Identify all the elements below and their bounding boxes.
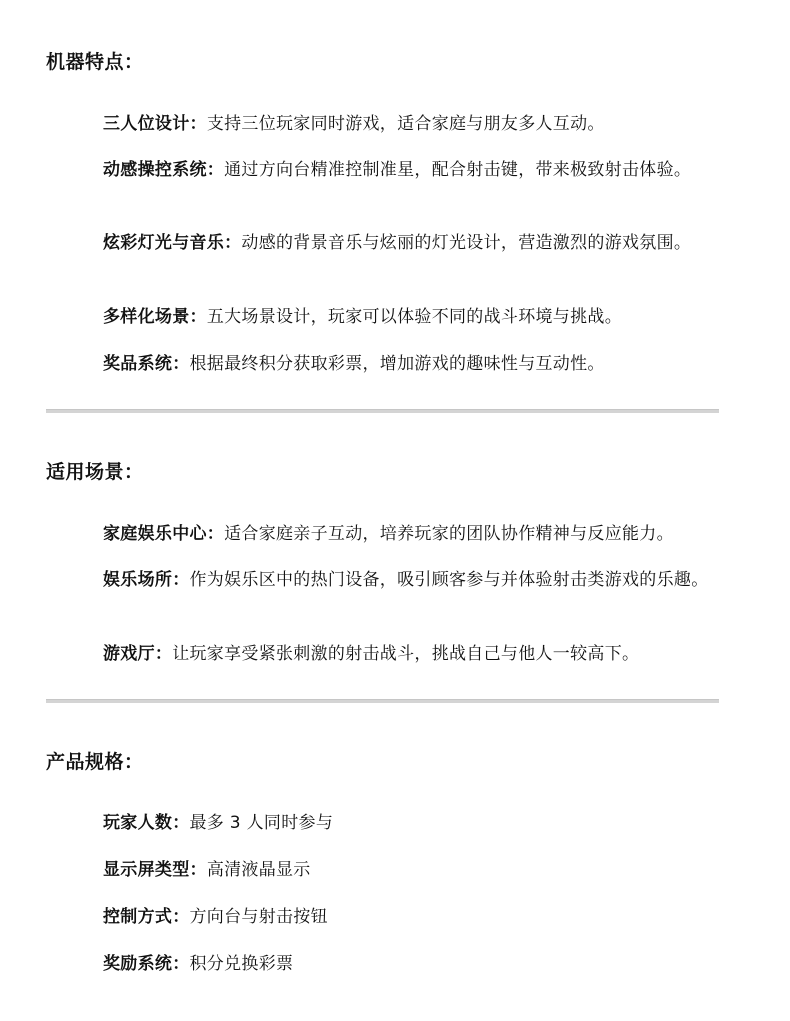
feature-item	[103, 158, 723, 183]
spec-label: 玩家人数：	[103, 813, 190, 833]
feature-label: 奖品系统：	[103, 354, 190, 374]
feature-item	[103, 231, 723, 256]
spec-value: 方向台与射击按钮	[189, 907, 328, 927]
feature-text: 动感的背景音乐与炫丽的灯光设计，营造激烈的游戏氛围。	[241, 233, 692, 253]
section-title-features: 机器特点：	[46, 51, 144, 73]
spec-label: 奖励系统：	[103, 954, 190, 974]
section-title-specs: 产品规格：	[46, 751, 144, 773]
spec-item	[103, 858, 723, 883]
spec-item	[103, 952, 723, 977]
scenario-text: 让玩家享受紧张刺激的射击战斗，挑战自己与他人一较高下。	[172, 644, 640, 664]
feature-item	[103, 305, 723, 330]
spec-label: 显示屏类型：	[103, 860, 207, 880]
spec-label: 控制方式：	[103, 907, 190, 927]
scenario-item	[103, 568, 723, 593]
scenario-label: 游戏厅：	[103, 644, 173, 664]
scenario-text: 适合家庭亲子互动，培养玩家的团队协作精神与反应能力。	[224, 524, 674, 544]
feature-label: 多样化场景：	[103, 307, 207, 327]
feature-text: 通过方向台精准控制准星，配合射击键，带来极致射击体验。	[224, 160, 692, 180]
feature-label: 动感操控系统：	[103, 160, 225, 180]
feature-text: 根据最终积分获取彩票，增加游戏的趣味性与互动性。	[189, 354, 605, 374]
spec-value: 高清液晶显示	[206, 860, 311, 880]
spec-item	[103, 905, 723, 930]
feature-label: 三人位设计：	[103, 114, 207, 134]
scenario-text: 作为娱乐区中的热门设备，吸引顾客参与并体验射击类游戏的乐趣。	[189, 570, 709, 590]
feature-item	[103, 112, 723, 137]
spec-value: 积分兑换彩票	[189, 954, 294, 974]
scenario-label: 娱乐场所：	[103, 570, 190, 590]
section-divider	[46, 409, 719, 413]
feature-text: 支持三位玩家同时游戏，适合家庭与朋友多人互动。	[206, 114, 605, 134]
spec-item	[103, 811, 723, 836]
feature-label: 炫彩灯光与音乐：	[103, 233, 242, 253]
spec-value: 最多 3 人同时参与	[189, 813, 334, 833]
scenario-label: 家庭娱乐中心：	[103, 524, 225, 544]
feature-text: 五大场景设计，玩家可以体验不同的战斗环境与挑战。	[206, 307, 623, 327]
section-divider	[46, 699, 719, 703]
scenario-item	[103, 642, 723, 667]
section-title-scenarios: 适用场景：	[46, 461, 144, 483]
scenario-item	[103, 522, 723, 547]
feature-item	[103, 352, 723, 377]
